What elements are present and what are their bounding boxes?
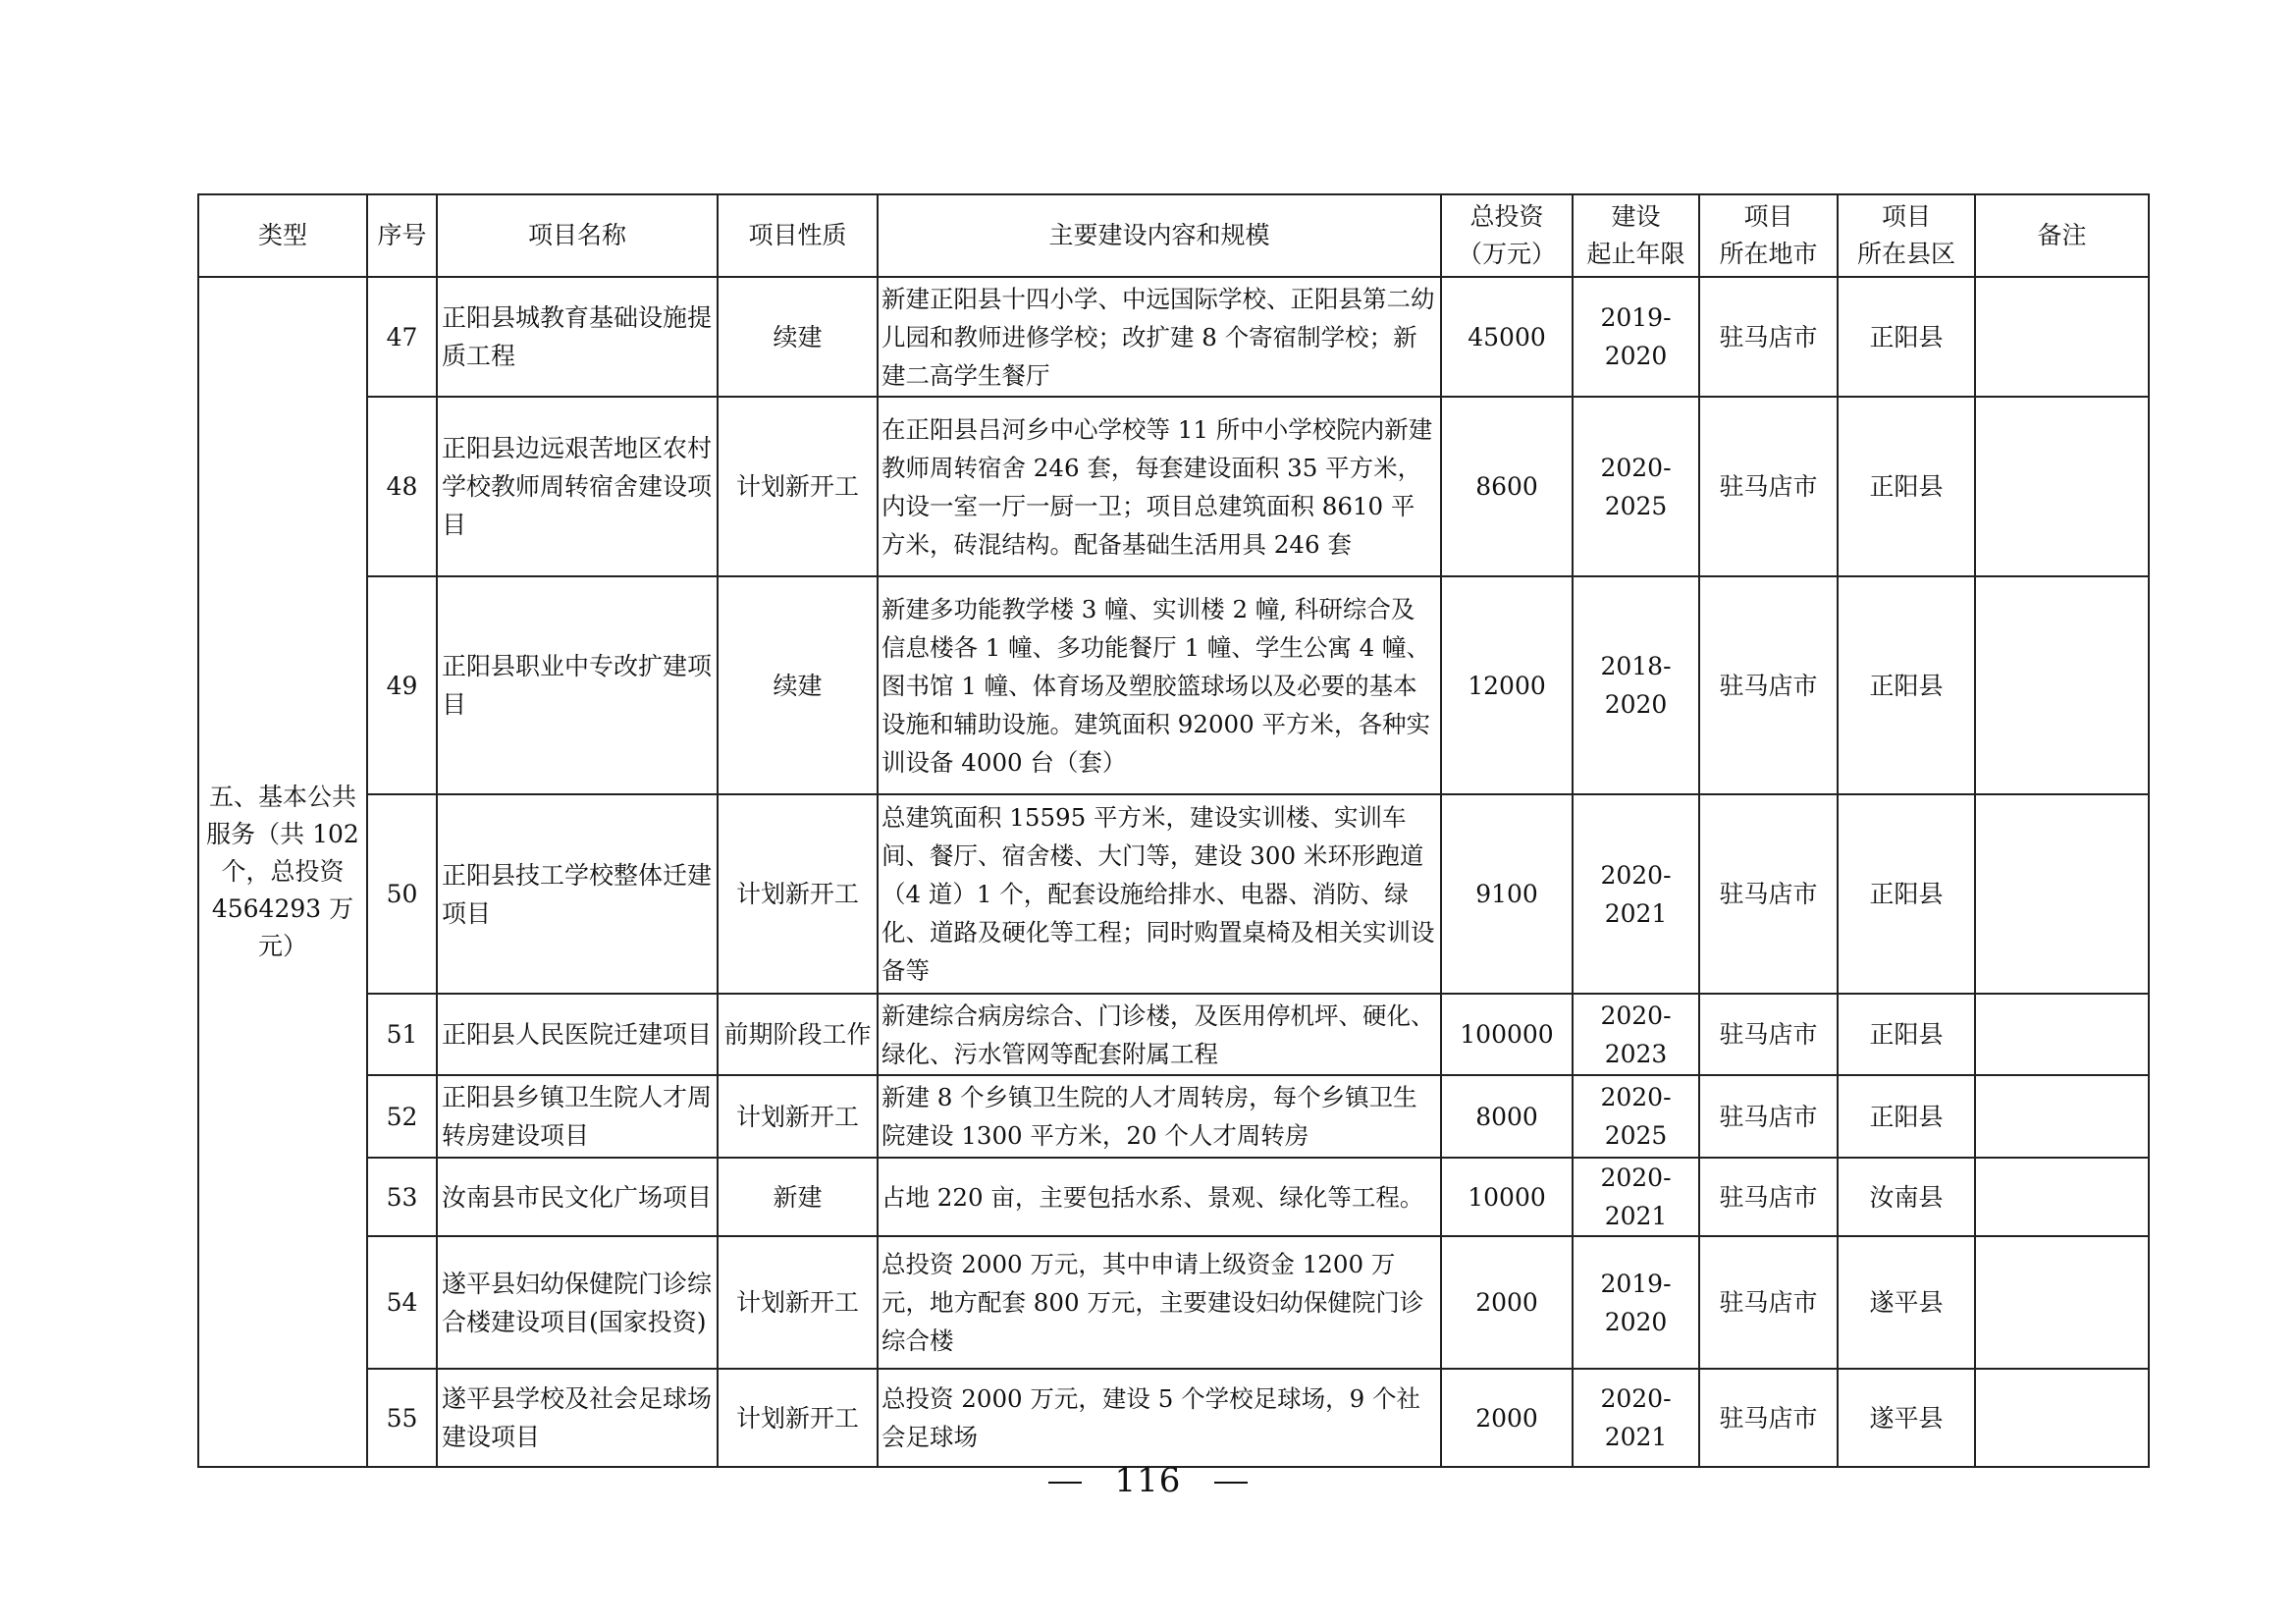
row-county: 遂平县 (1838, 1369, 1975, 1467)
row-county: 正阳县 (1838, 1075, 1975, 1158)
row-investment: 100000 (1441, 994, 1573, 1075)
row-remark (1975, 1236, 2149, 1369)
header-nature: 项目性质 (718, 194, 878, 277)
table-row (198, 277, 2149, 397)
row-project-name: 正阳县职业中专改扩建项目 (437, 576, 718, 794)
row-index: 52 (367, 1075, 437, 1158)
row-city: 驻马店市 (1699, 994, 1838, 1075)
row-nature: 续建 (718, 277, 878, 397)
header-period-line2: 起止年限 (1586, 240, 1685, 268)
row-county: 汝南县 (1838, 1158, 1975, 1236)
row-nature: 计划新开工 (718, 397, 878, 576)
header-index: 序号 (367, 194, 437, 277)
row-remark (1975, 277, 2149, 397)
header-city-line1: 项目 (1743, 202, 1793, 231)
row-content: 在正阳县吕河乡中心学校等 11 所中小学校院内新建教师周转宿舍 246 套，每套建设面积 35 平方米，内设一室一厅一厨一卫；项目总建筑面积 8610 平方米，砖混结构。配备基础生活用具 246 套 (878, 397, 1441, 576)
page-footer (0, 1461, 2296, 1500)
row-county: 正阳县 (1838, 397, 1975, 576)
row-period: 2020-2023 (1573, 994, 1699, 1075)
row-investment: 45000 (1441, 277, 1573, 397)
row-project-name: 正阳县人民医院迁建项目 (437, 994, 718, 1075)
category-cell (198, 277, 367, 1467)
project-table (197, 193, 2150, 1468)
header-remark: 备注 (1975, 194, 2149, 277)
header-investment-line2: （万元） (1457, 240, 1556, 268)
row-index: 50 (367, 794, 437, 994)
category-line1: 五、基本公共 (208, 783, 356, 811)
row-remark (1975, 1158, 2149, 1236)
row-nature: 计划新开工 (718, 1369, 878, 1467)
table-row (198, 994, 2149, 1075)
row-remark (1975, 1369, 2149, 1467)
row-nature: 计划新开工 (718, 1236, 878, 1369)
row-city: 驻马店市 (1699, 1075, 1838, 1158)
page-number: 116 (1114, 1461, 1182, 1500)
header-content: 主要建设内容和规模 (878, 194, 1441, 277)
row-project-name: 遂平县学校及社会足球场建设项目 (437, 1369, 718, 1467)
row-period: 2019-2020 (1573, 1236, 1699, 1369)
row-city: 驻马店市 (1699, 576, 1838, 794)
row-investment: 8000 (1441, 1075, 1573, 1158)
row-project-name: 汝南县市民文化广场项目 (437, 1158, 718, 1236)
header-period (1573, 194, 1699, 277)
row-investment: 10000 (1441, 1158, 1573, 1236)
category-line3: 个，总投资 (221, 857, 345, 886)
row-period: 2018-2020 (1573, 576, 1699, 794)
header-county (1838, 194, 1975, 277)
header-county-line2: 所在县区 (1856, 240, 1955, 268)
row-investment: 12000 (1441, 576, 1573, 794)
table-row (198, 794, 2149, 994)
row-period: 2020-2025 (1573, 1075, 1699, 1158)
row-content: 总建筑面积 15595 平方米，建设实训楼、实训车间、餐厅、宿舍楼、大门等，建设 300 米环形跑道（4 道）1 个，配套设施给排水、电器、消防、绿化、道路及硬化等工程；同时购置桌椅及相关实训设备等 (878, 794, 1441, 994)
header-city (1699, 194, 1838, 277)
row-index: 47 (367, 277, 437, 397)
row-county: 正阳县 (1838, 277, 1975, 397)
row-project-name: 正阳县城教育基础设施提质工程 (437, 277, 718, 397)
row-project-name: 正阳县乡镇卫生院人才周转房建设项目 (437, 1075, 718, 1158)
row-investment: 8600 (1441, 397, 1573, 576)
row-investment: 9100 (1441, 794, 1573, 994)
row-nature: 计划新开工 (718, 794, 878, 994)
header-row (198, 194, 2149, 277)
row-nature: 前期阶段工作 (718, 994, 878, 1075)
row-period: 2020-2021 (1573, 1369, 1699, 1467)
row-period: 2020-2025 (1573, 397, 1699, 576)
row-index: 51 (367, 994, 437, 1075)
table-row (198, 1236, 2149, 1369)
header-investment (1441, 194, 1573, 277)
row-project-name: 正阳县边远艰苦地区农村学校教师周转宿舍建设项目 (437, 397, 718, 576)
row-period: 2019-2020 (1573, 277, 1699, 397)
row-period: 2020-2021 (1573, 794, 1699, 994)
row-project-name: 正阳县技工学校整体迁建项目 (437, 794, 718, 994)
row-remark (1975, 576, 2149, 794)
table-row (198, 576, 2149, 794)
row-remark (1975, 994, 2149, 1075)
row-city: 驻马店市 (1699, 397, 1838, 576)
row-remark (1975, 397, 2149, 576)
category-line4: 4564293 万元） (211, 894, 354, 960)
row-county: 正阳县 (1838, 794, 1975, 994)
table-row (198, 1158, 2149, 1236)
row-project-name: 遂平县妇幼保健院门诊综合楼建设项目(国家投资) (437, 1236, 718, 1369)
header-period-line1: 建设 (1611, 202, 1661, 231)
header-type: 类型 (198, 194, 367, 277)
row-investment: 2000 (1441, 1236, 1573, 1369)
row-content: 新建综合病房综合、门诊楼，及医用停机坪、硬化、绿化、污水管网等配套附属工程 (878, 994, 1441, 1075)
row-index: 48 (367, 397, 437, 576)
category-line2: 服务（共 102 (206, 820, 359, 848)
table-row (198, 1369, 2149, 1467)
table-row (198, 397, 2149, 576)
row-nature: 计划新开工 (718, 1075, 878, 1158)
row-index: 54 (367, 1236, 437, 1369)
header-city-line2: 所在地市 (1719, 240, 1818, 268)
row-city: 驻马店市 (1699, 794, 1838, 994)
footer-dash-right (1214, 1482, 1248, 1484)
row-content: 新建 8 个乡镇卫生院的人才周转房，每个乡镇卫生院建设 1300 平方米，20 个人才周转房 (878, 1075, 1441, 1158)
row-county: 正阳县 (1838, 576, 1975, 794)
row-city: 驻马店市 (1699, 1236, 1838, 1369)
row-period: 2020-2021 (1573, 1158, 1699, 1236)
row-content: 新建多功能教学楼 3 幢、实训楼 2 幢, 科研综合及信息楼各 1 幢、多功能餐厅 1 幢、学生公寓 4 幢、图书馆 1 幢、体育场及塑胶篮球场以及必要的基本设施和辅助设施。建筑面积 92000 平方米，各种实训设备 4000 台（套） (878, 576, 1441, 794)
row-remark (1975, 1075, 2149, 1158)
table-row (198, 1075, 2149, 1158)
row-city: 驻马店市 (1699, 277, 1838, 397)
footer-dash-left (1048, 1482, 1082, 1484)
header-investment-line1: 总投资 (1469, 202, 1544, 231)
row-index: 53 (367, 1158, 437, 1236)
row-county: 正阳县 (1838, 994, 1975, 1075)
row-index: 55 (367, 1369, 437, 1467)
row-nature: 新建 (718, 1158, 878, 1236)
row-content: 总投资 2000 万元，建设 5 个学校足球场，9 个社会足球场 (878, 1369, 1441, 1467)
row-county: 遂平县 (1838, 1236, 1975, 1369)
row-remark (1975, 794, 2149, 994)
row-content: 占地 220 亩，主要包括水系、景观、绿化等工程。 (878, 1158, 1441, 1236)
row-content: 总投资 2000 万元，其中申请上级资金 1200 万元，地方配套 800 万元，主要建设妇幼保健院门诊综合楼 (878, 1236, 1441, 1369)
row-investment: 2000 (1441, 1369, 1573, 1467)
row-content: 新建正阳县十四小学、中远国际学校、正阳县第二幼儿园和教师进修学校；改扩建 8 个寄宿制学校；新建二高学生餐厅 (878, 277, 1441, 397)
row-city: 驻马店市 (1699, 1369, 1838, 1467)
row-city: 驻马店市 (1699, 1158, 1838, 1236)
row-nature: 续建 (718, 576, 878, 794)
row-index: 49 (367, 576, 437, 794)
header-name: 项目名称 (437, 194, 718, 277)
header-county-line1: 项目 (1881, 202, 1931, 231)
